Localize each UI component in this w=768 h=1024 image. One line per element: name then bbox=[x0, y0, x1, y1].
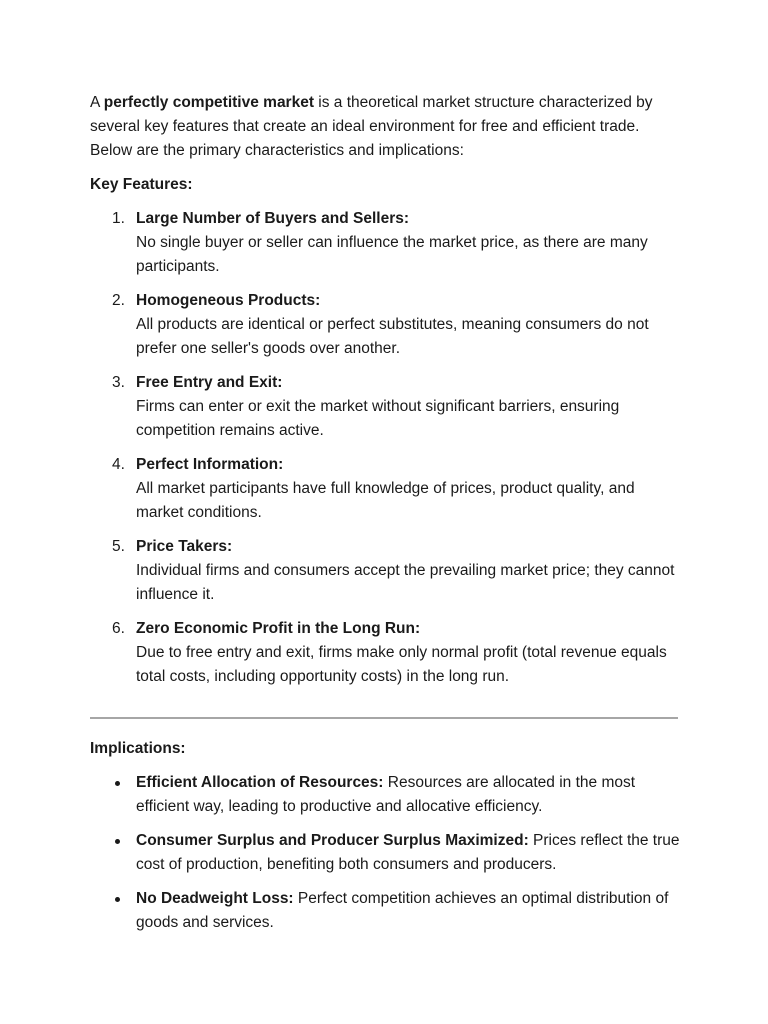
feature-item bbox=[90, 453, 680, 525]
feature-description: All products are identical or perfect substitutes, meaning consumers do not prefer one seller's goods over another. bbox=[136, 316, 649, 357]
implication-title: Efficient Allocation of Resources: bbox=[136, 774, 384, 791]
feature-description: No single buyer or seller can influence the market price, as there are many participants. bbox=[136, 234, 648, 275]
implication-text: Perfect competition achieves an optimal distribution of goods and services. bbox=[136, 890, 669, 931]
implication-item bbox=[90, 887, 680, 935]
feature-description: Firms can enter or exit the market without significant barriers, ensuring competition remains active. bbox=[136, 398, 620, 439]
feature-item bbox=[90, 371, 680, 443]
feature-description: All market participants have full knowledge of prices, product quality, and market conditions. bbox=[136, 480, 635, 521]
feature-title: Perfect Information: bbox=[136, 456, 284, 473]
feature-item bbox=[90, 207, 680, 279]
intro-paragraph bbox=[90, 91, 680, 163]
feature-description: Due to free entry and exit, firms make only normal profit (total revenue equals total costs, including opportunity costs) in the long run. bbox=[136, 644, 667, 685]
feature-item bbox=[90, 535, 680, 607]
feature-title: Price Takers: bbox=[136, 538, 233, 555]
feature-number: 1. bbox=[112, 210, 125, 227]
implication-title: Consumer Surplus and Producer Surplus Maximized: bbox=[136, 832, 529, 849]
bullet-icon bbox=[115, 781, 120, 786]
feature-item bbox=[90, 289, 680, 361]
feature-title: Zero Economic Profit in the Long Run: bbox=[136, 620, 421, 637]
implication-item bbox=[90, 771, 680, 819]
implication-item bbox=[90, 829, 680, 877]
document-content bbox=[90, 91, 680, 945]
bullet-icon bbox=[115, 897, 120, 902]
feature-description: Individual firms and consumers accept the prevailing market price; they cannot influence it. bbox=[136, 562, 675, 603]
feature-number: 5. bbox=[112, 538, 125, 555]
intro-prefix: A bbox=[90, 94, 104, 111]
implication-text: Prices reflect the true cost of production, benefiting both consumers and producers. bbox=[136, 832, 680, 873]
implication-title: No Deadweight Loss: bbox=[136, 890, 294, 907]
feature-number: 4. bbox=[112, 456, 125, 473]
feature-item bbox=[90, 617, 680, 689]
feature-number: 2. bbox=[112, 292, 125, 309]
feature-number: 3. bbox=[112, 374, 125, 391]
key-features-list bbox=[90, 207, 680, 689]
intro-suffix: is a theoretical market structure characterized by several key features that create an ideal environment for free and efficient trade. Below are the primary characteristics and implications: bbox=[90, 94, 653, 159]
feature-number: 6. bbox=[112, 620, 125, 637]
feature-title: Free Entry and Exit: bbox=[136, 374, 283, 391]
implication-text: Resources are allocated in the most efficient way, leading to productive and allocative efficiency. bbox=[136, 774, 636, 815]
bullet-icon bbox=[115, 839, 120, 844]
feature-title: Large Number of Buyers and Sellers: bbox=[136, 210, 410, 227]
implications-heading: Implications: bbox=[90, 740, 186, 757]
intro-term: perfectly competitive market bbox=[103, 94, 314, 111]
implications-list bbox=[90, 771, 680, 935]
key-features-heading: Key Features: bbox=[90, 176, 193, 193]
section-divider bbox=[90, 717, 678, 719]
feature-title: Homogeneous Products: bbox=[136, 292, 321, 309]
